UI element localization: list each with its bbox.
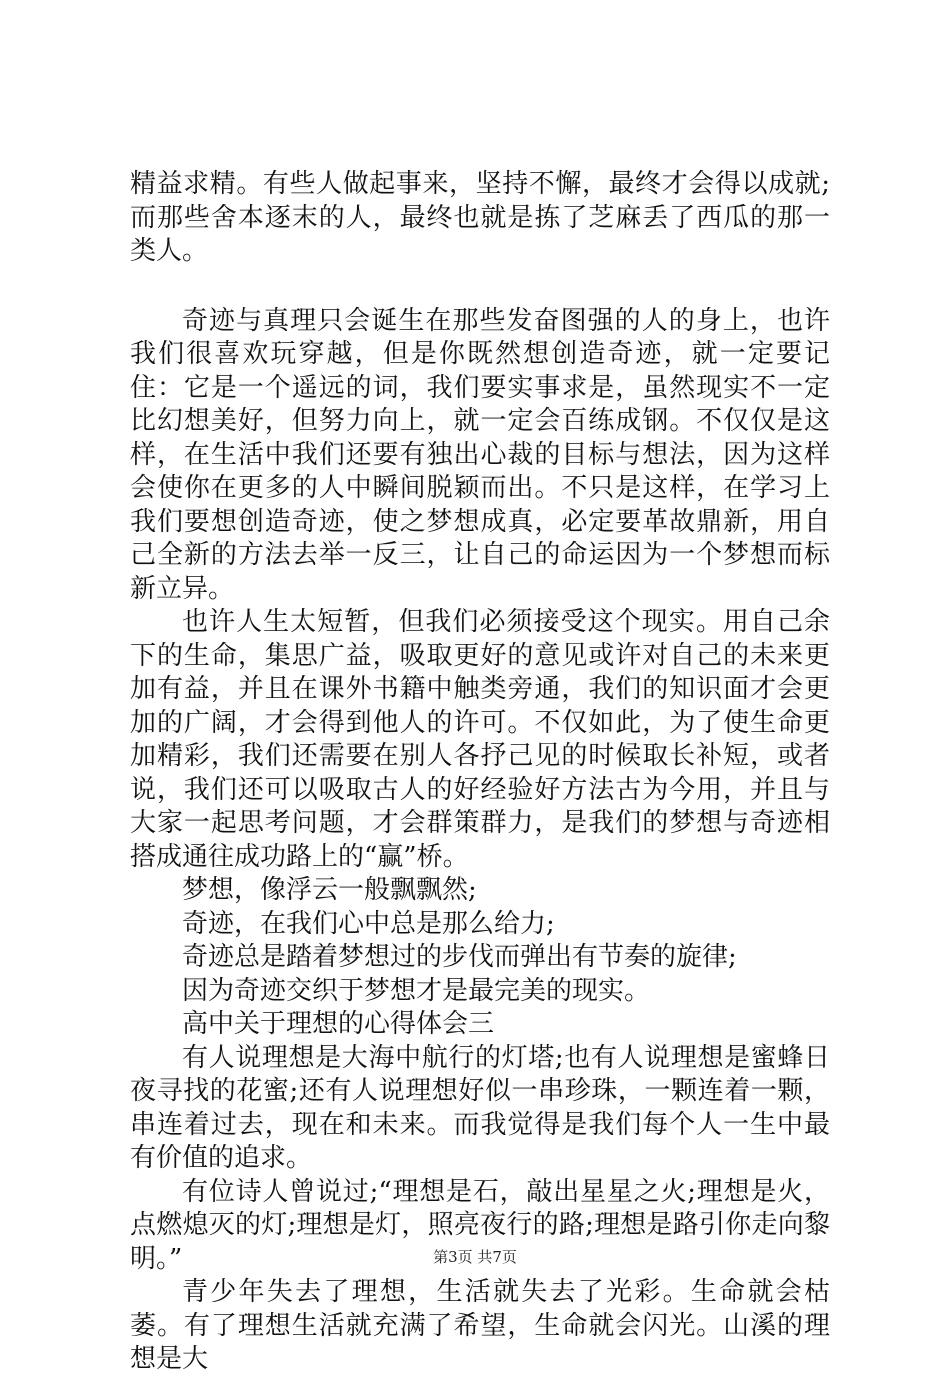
paragraph-short-life: 也许人生太短暂，但我们必须接受这个现实。用自己余下的生命，集思广益，吸取更好的意见或许对自己的未来更加有益，并且在课外书籍中触类旁通，我们的知识面才会更加的广阔，才会得到他人的许可。不仅如此，为了使生命更加精彩，我们还需要在别人各抒己见的时候取长补短，或者说，我们还可以吸取古人的好经验好方法古为今用，并且与大家一起思考问题，才会群策群力，是我们的梦想与奇迹相搭成通往成功路上的“赢”桥。 (130, 607, 830, 872)
poem-line-2: 奇迹，在我们心中总是那么给力; (182, 908, 555, 939)
document-body (130, 168, 830, 1377)
page-footer: 第3页 共7页 (433, 1248, 517, 1266)
paragraph-miracle-truth: 奇迹与真理只会诞生在那些发奋图强的人的身上，也许我们很喜欢玩穿越，但是你既然想创造奇迹，就一定要记住：它是一个遥远的词，我们要实事求是，虽然现实不一定比幻想美好，但努力向上，就一定会百练成钢。不仅仅是这样，在生活中我们还要有独出心裁的目标与想法，因为这样会使你在更多的人中瞬间脱颖而出。不只是这样，在学习上我们要想创造奇迹，使之梦想成真，必定要革故鼎新，用自己全新的方法去举一反三，让自己的命运因为一个梦想而标新立异。 (130, 305, 830, 604)
poem-line-4: 因为奇迹交织于梦想才是最完美的现实。 (182, 975, 651, 1006)
poem-line-1: 梦想，像浮云一般飘飘然; (182, 875, 477, 905)
paragraph-youth-ideal: 青少年失去了理想，生活就失去了光彩。生命就会枯萎。有了理想生活就充满了希望，生命就会闪光。山溪的理想是大 (130, 1277, 830, 1374)
section-heading: 高中关于理想的心得体会三 (182, 1009, 495, 1039)
paragraph-continuation: 精益求精。有些人做起事来，坚持不懈，最终才会得以成就;而那些舍本逐末的人，最终也就是拣了芝麻丢了西瓜的那一类人。 (130, 169, 830, 266)
paragraph-ideal-metaphors: 有人说理想是大海中航行的灯塔;也有人说理想是蜜蜂日夜寻找的花蜜;还有人说理想好似一串珍珠，一颗连着一颗，串连着过去，现在和未来。而我觉得是我们每个人一生中最有价值的追求。 (130, 1042, 830, 1173)
paragraph-poet-quote: 有位诗人曾说过;“理想是石，敲出星星之火;理想是火，点燃熄灭的灯;理想是灯，照亮夜行的路;理想是路引你走向黎明。” (130, 1176, 830, 1274)
poem-line-3: 奇迹总是踏着梦想过的步伐而弹出有节奏的旋律; (182, 942, 737, 972)
